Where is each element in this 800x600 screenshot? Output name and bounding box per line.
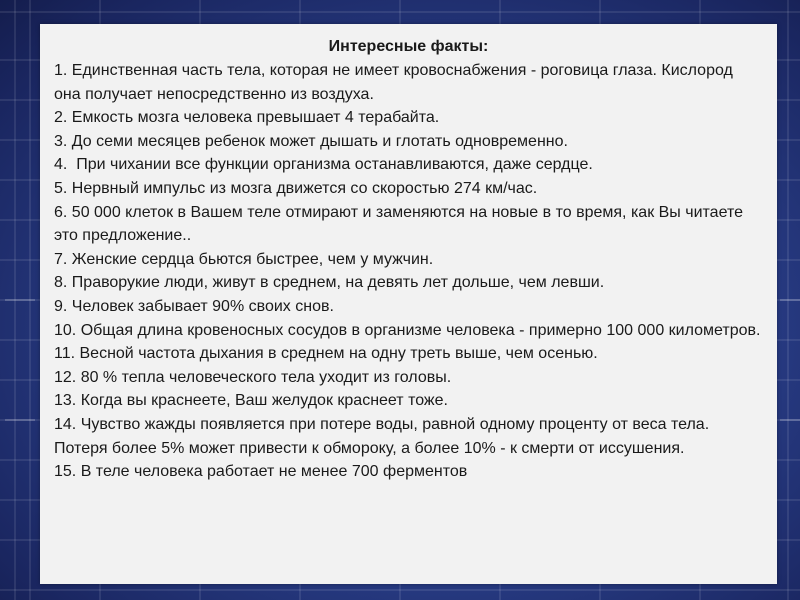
slide-title: Интересные факты: <box>328 38 489 55</box>
content-panel <box>40 24 777 584</box>
fact-item: 1. Единственная часть тела, которая не имеет кровоснабжения - роговица глаза. Кислород она получает непосредственно из воздуха. <box>54 62 738 103</box>
fact-item: 14. Чувство жажды появляется при потере воды, равной одному проценту от веса тела. Потеря более 5% может привести к обмороку, а более 10% - к смерти от иссушения. <box>54 415 714 457</box>
fact-item: 5. Нервный импульс из мозга движется со скоростью 274 км/час. <box>54 179 538 197</box>
fact-item: 12. 80 % тепла человеческого тела уходит из головы. <box>54 368 452 386</box>
fact-item: 6. 50 000 клеток в Вашем теле отмирают и заменяются на новые в то время, как Вы читаете это предложение.. <box>54 203 748 245</box>
fact-list <box>54 59 763 484</box>
fact-item: 11. Весной частота дыхания в среднем на одну треть выше, чем осенью. <box>54 345 598 363</box>
fact-item: 9. Человек забывает 90% своих снов. <box>54 297 334 315</box>
fact-item: 7. Женские сердца бьются быстрее, чем у мужчин. <box>54 250 434 268</box>
fact-item: 15. В теле человека работает не менее 700 ферментов <box>54 463 468 481</box>
fact-item: 3. До семи месяцев ребенок может дышать и глотать одновременно. <box>54 132 568 150</box>
fact-item: 2. Емкость мозга человека превышает 4 терабайта. <box>54 109 440 127</box>
fact-item: 13. Когда вы краснеете, Ваш желудок краснеет тоже. <box>54 392 448 410</box>
fact-item: 10. Общая длина кровеносных сосудов в организме человека - примерно 100 000 километров. <box>54 321 761 339</box>
fact-item: 8. Праворукие люди, живут в среднем, на девять лет дольше, чем левши. <box>54 274 605 292</box>
fact-item: 4. При чихании все функции организма останавливаются, даже сердце. <box>54 156 593 174</box>
